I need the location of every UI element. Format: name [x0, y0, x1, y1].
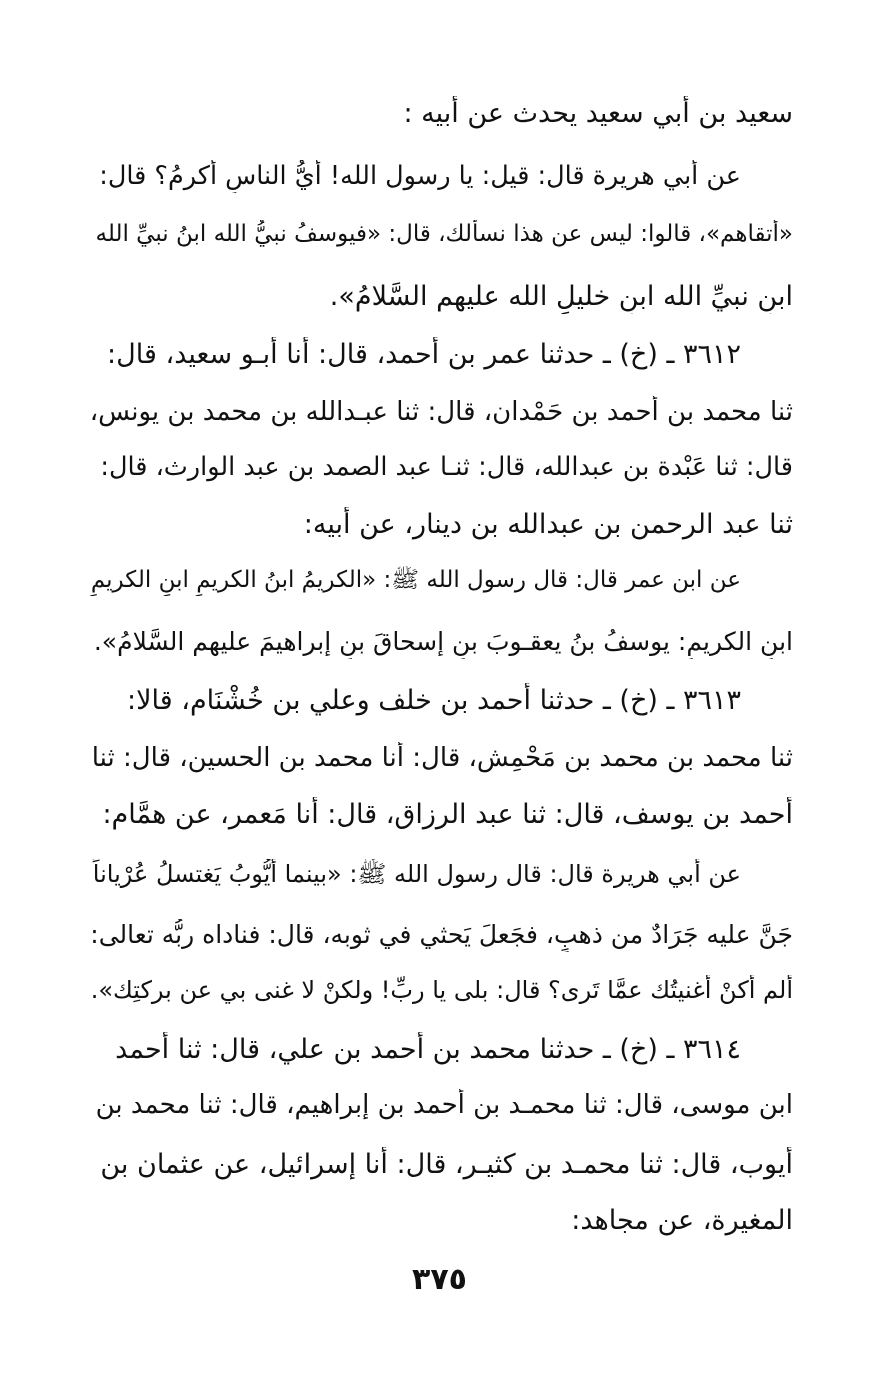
text-line: قال: ثنا عَبْدة بن عبدالله، قال: ثنـا عبد الصمد بن عبد الوارث، قال: [100, 452, 793, 482]
text-line: أيوب، قال: ثنا محمـد بن كثيـر، قال: أنا إسرائيل، عن عثمان بن [100, 1149, 793, 1180]
text-line: ثنا محمد بن أحمد بن حَمْدان، قال: ثنا عبـدالله بن محمد بن يونس، [89, 397, 793, 427]
text-line: المغيرة، عن مجاهد: [571, 1205, 793, 1236]
text-line: عن ابن عمر قال: قال رسول الله ﷺ: «الكريمُ ابنُ الكريمِ ابنِ الكريمِ [90, 567, 741, 593]
text-line: ابنِ نبيِّ الله ابنِ خليلِ الله عليهم السَّلامُ». [329, 281, 793, 312]
text-line: عن أبي هريرة قال: قيل: يا رسول الله! أيُّ الناسِ أكرمُ؟ قال: [99, 161, 741, 191]
text-line: عن أبي هريرة قال: قال رسول الله ﷺ: «بينما أيُّوبُ يَغتسلُ عُرْياناً [92, 860, 741, 888]
text-line: «أتقاهم»، قالوا: ليس عن هذا نسألك، قال: «فيوسفُ نبيُّ الله ابنُ نبيِّ الله [95, 221, 793, 247]
text-line: جَنَّ عليه جَرَادٌ من ذهبٍ، فجَعلَ يَحثي في ثوبه، قال: فناداه ربُّه تعالى: [90, 920, 793, 949]
text-line: ألم أَكنْ أَغنيتُك عمَّا تَرى؟ قال: بلى يا ربِّ! ولكنْ لا غنى بي عن بركتِك». [90, 976, 793, 1004]
text-line: سعيد بن أبي سعيد يحدث عن أبيه : [403, 98, 793, 129]
text-line: ثنا عبد الرحمن بن عبدالله بن دينار، عن أبيه: [303, 509, 793, 540]
text-line: ابن موسى، قال: ثنا محمـد بن أحمد بن إبراهيم، قال: ثنا محمد بن [95, 1090, 793, 1120]
page-number: ٣٧٥ [412, 1262, 467, 1297]
hadith-3612-line: ٣٦١٢ ـ (خ) ـ حدثنا عمر بن أحمد، قال: أنا أبـو سعيد، قال: [107, 339, 741, 370]
hadith-3614-line: ٣٦١٤ ـ (خ) ـ حدثنا محمد بن أحمد بن علي، قال: ثنا أحمد [115, 1034, 741, 1065]
text-line: أحمد بن يوسف، قال: ثنا عبد الرزاق، قال: أنا مَعمر، عن همَّام: [102, 799, 793, 830]
text-line: ابنِ الكريمِ: يوسفُ بنُ يعقـوبَ بنِ إسحاقَ بنِ إبراهيمَ عليهم السَّلامُ». [93, 627, 793, 656]
text-line: ثنا محمد بن محمد بن مَحْمِش، قال: أنا محمد بن الحسين، قال: ثنا [91, 743, 793, 773]
hadith-3613-line: ٣٦١٣ ـ (خ) ـ حدثنا أحمد بن خلف وعلي بن خُشْنَام، قالا: [127, 685, 741, 716]
